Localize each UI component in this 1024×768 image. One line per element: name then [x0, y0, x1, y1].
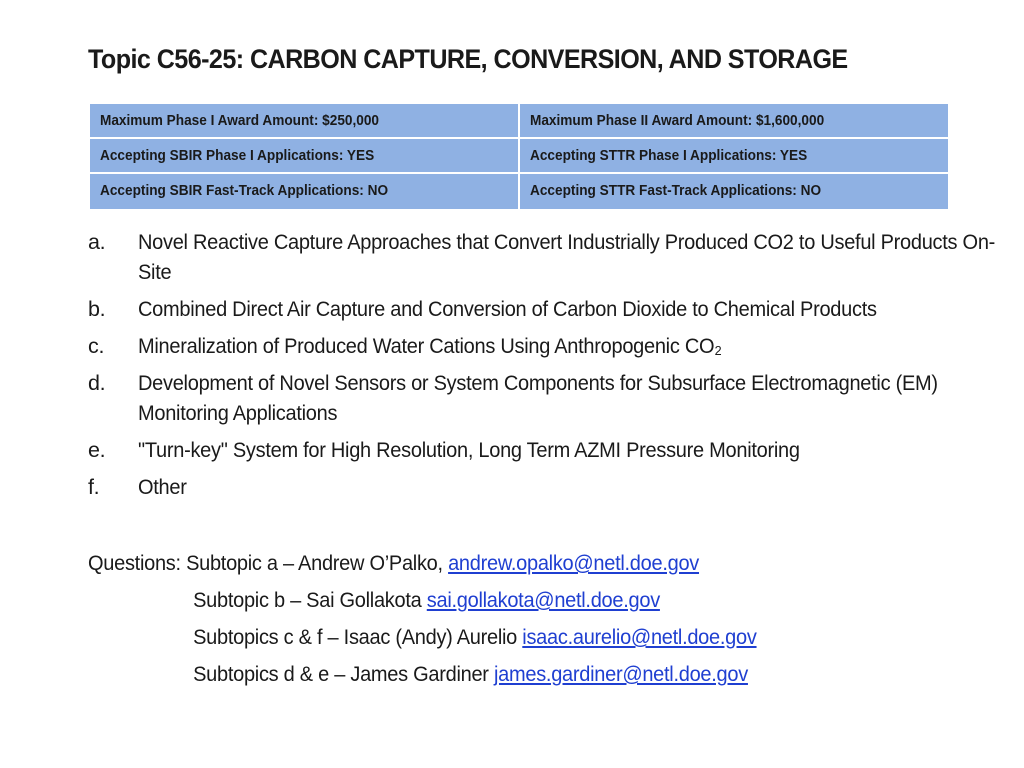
email-link[interactable]: isaac.aurelio@netl.doe.gov	[522, 625, 757, 649]
table-cell	[520, 139, 948, 174]
list-marker: c.	[88, 334, 105, 358]
table-cell	[90, 104, 520, 139]
contact-line	[88, 545, 757, 582]
cell-text: Maximum Phase I Award Amount: $250,000	[100, 113, 380, 129]
list-item	[88, 435, 968, 465]
table-cell	[90, 139, 520, 174]
subtopic-text: Development of Novel Sensors or System Components for Subsurface Electromagnetic (EM) Monitoring Applications	[138, 371, 938, 425]
list-item	[88, 472, 968, 502]
list-item	[88, 331, 968, 361]
cell-text: Accepting STTR Fast-Track Applications: NO	[530, 183, 822, 199]
contact-text: Subtopic b – Sai Gollakota	[193, 588, 427, 612]
contact-line	[88, 619, 757, 656]
cell-text: Accepting SBIR Phase I Applications: YES	[100, 148, 375, 164]
table-row	[90, 139, 948, 174]
table-cell	[90, 174, 520, 209]
table-row	[90, 104, 948, 139]
subtopic-text: Mineralization of Produced Water Cations Using Anthropogenic CO₂	[138, 334, 722, 358]
email-link[interactable]: james.gardiner@netl.doe.gov	[493, 662, 748, 686]
contact-text: Subtopic a – Andrew O’Palko,	[186, 551, 449, 575]
subtopic-text: Combined Direct Air Capture and Conversion of Carbon Dioxide to Chemical Products	[138, 297, 877, 321]
contact-line	[88, 582, 757, 619]
list-marker: a.	[88, 230, 106, 254]
list-marker: b.	[88, 297, 106, 321]
award-info-table	[90, 104, 948, 209]
subtopic-text: "Turn-key" System for High Resolution, Long Term AZMI Pressure Monitoring	[138, 438, 800, 462]
cell-text: Accepting STTR Phase I Applications: YES	[530, 148, 808, 164]
slide-title: Topic C56-25: CARBON CAPTURE, CONVERSION, AND STORAGE	[88, 44, 848, 74]
subtopic-text: Novel Reactive Capture Approaches that Convert Industrially Produced CO2 to Useful Products On-Site	[138, 230, 996, 284]
list-marker: d.	[88, 371, 106, 395]
questions-label: Questions:	[88, 551, 187, 575]
email-link[interactable]: sai.gollakota@netl.doe.gov	[426, 588, 660, 612]
contact-text: Subtopics c & f – Isaac (Andy) Aurelio	[193, 625, 523, 649]
list-item	[88, 227, 996, 287]
table-cell	[520, 174, 948, 209]
cell-text: Accepting SBIR Fast-Track Applications: NO	[100, 183, 389, 199]
email-link[interactable]: andrew.opalko@netl.doe.gov	[448, 551, 700, 575]
questions-section	[88, 545, 807, 693]
subtopic-list	[88, 227, 996, 509]
cell-text: Maximum Phase II Award Amount: $1,600,000	[530, 113, 825, 129]
list-item	[88, 368, 968, 428]
list-marker: f.	[88, 475, 100, 499]
contact-line	[88, 656, 757, 693]
list-item	[88, 294, 968, 324]
contact-text: Subtopics d & e – James Gardiner	[193, 662, 494, 686]
list-marker: e.	[88, 438, 106, 462]
subtopic-text: Other	[138, 475, 187, 499]
table-row	[90, 174, 948, 209]
table-cell	[520, 104, 948, 139]
